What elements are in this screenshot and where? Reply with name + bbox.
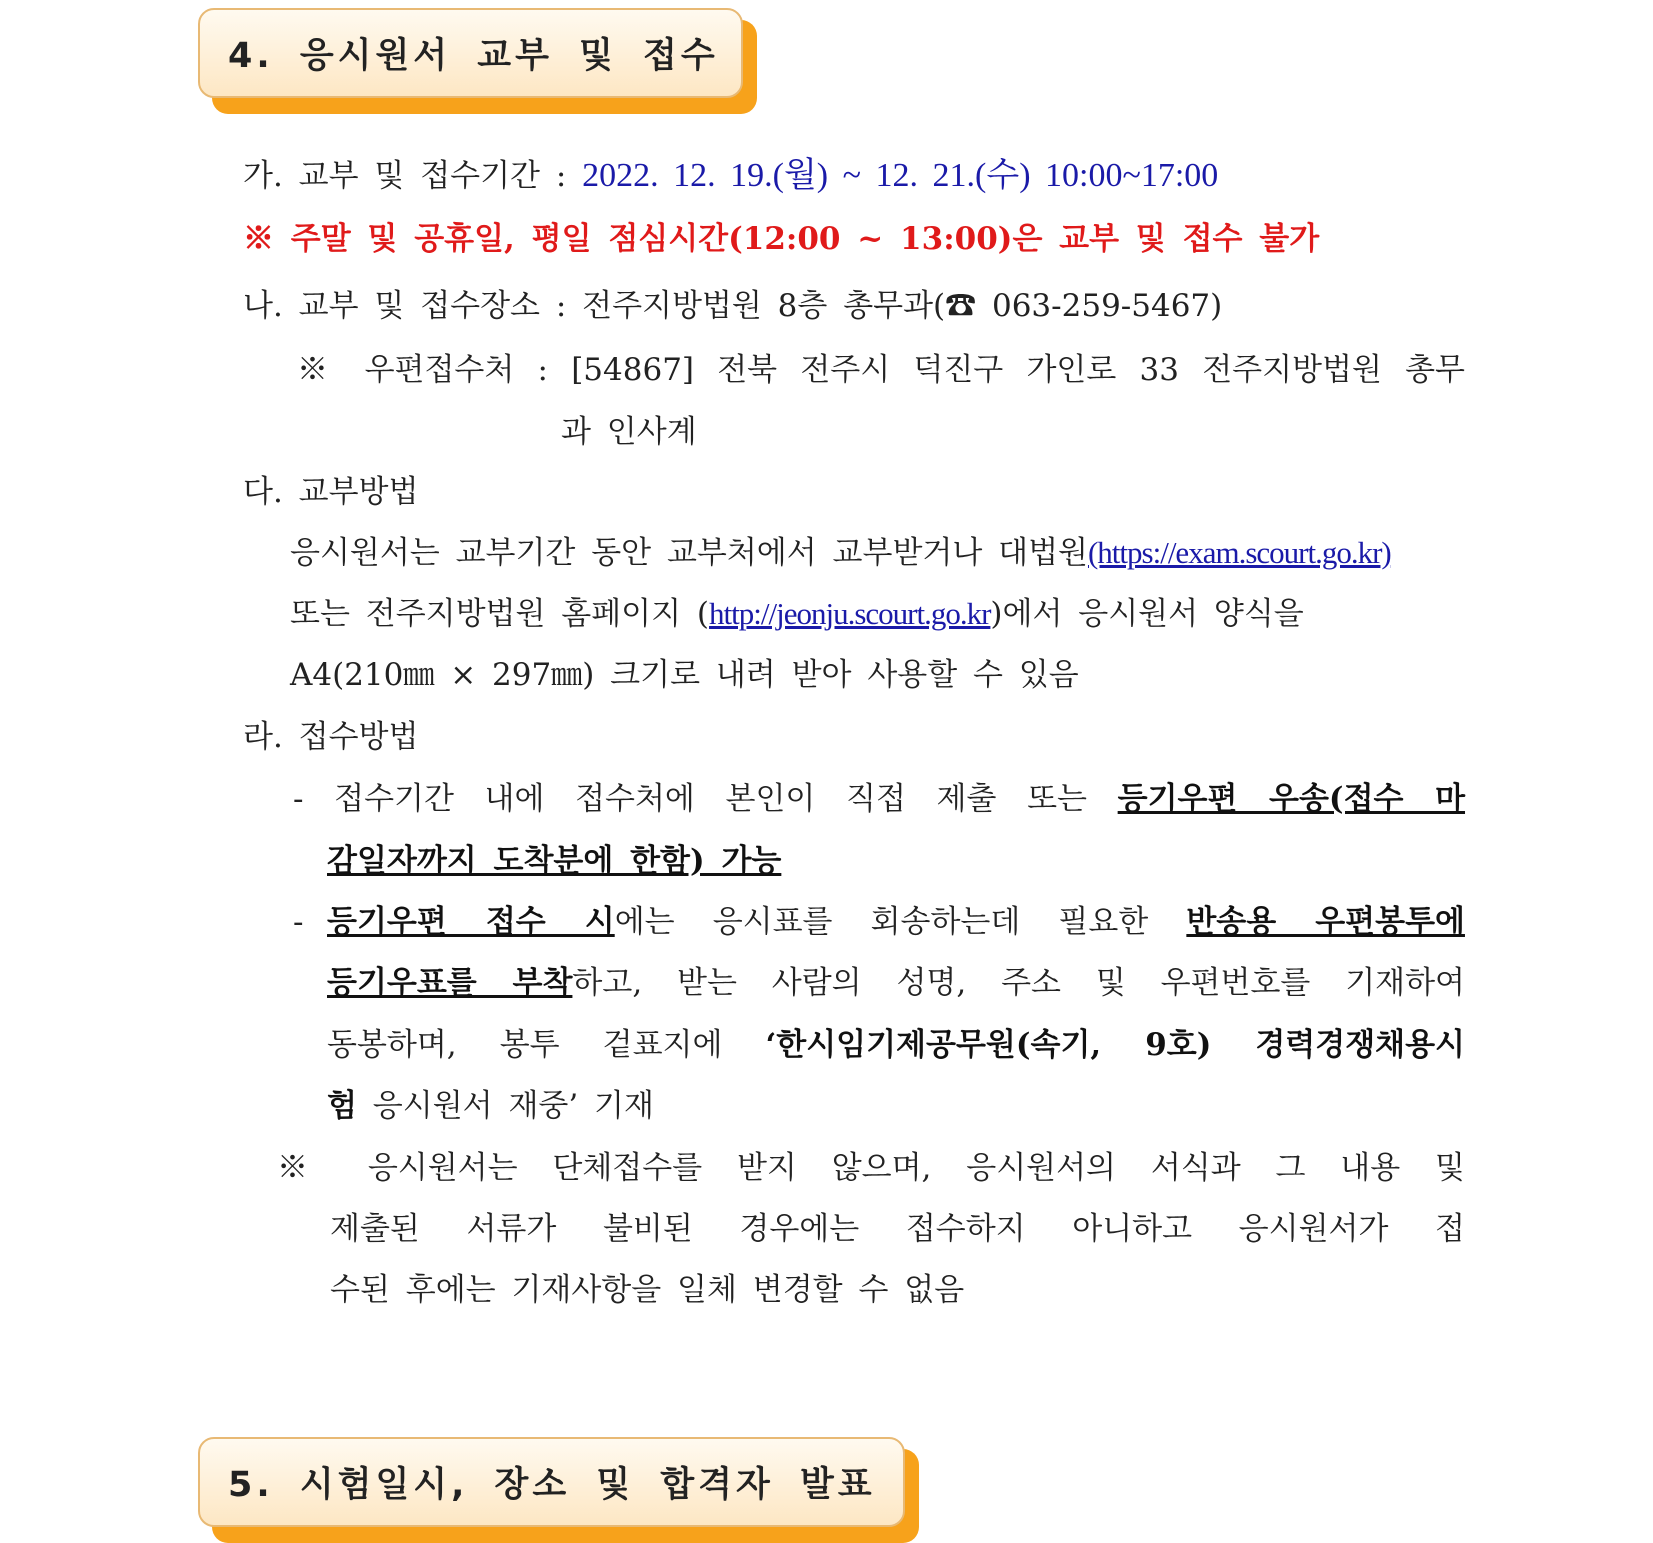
- method-line-2-pre: 또는 전주지방법원 홈페이지 (: [290, 596, 710, 632]
- receipt-item-1-line-2-text: 감일자까지 도착분에 한함) 가능: [327, 843, 782, 879]
- receipt-item-2-line-4-rest: 응시원서 재중’ 기재: [356, 1088, 654, 1124]
- note-line-3: 수된 후에는 기재사항을 일체 변경할 수 없음: [330, 1272, 965, 1308]
- receipt-item-2-line-1: [327, 902, 1465, 942]
- receipt-item-1-bold: 등기우편 우송(접수 마: [1117, 781, 1466, 817]
- note-line-1-text: ※ 응시원서는 단체접수를 받지 않으며, 응시원서의 서식과 그 내용 및: [277, 1150, 1465, 1186]
- method-line-1: [290, 533, 1391, 573]
- period-value: 2022. 12. 19.(월) ~ 12. 21.(수) 10:00~17:00: [582, 157, 1219, 194]
- receipt-item-2-line-3-bold: ‘한시임기제공무원(속기, 9호) 경력경쟁채용시: [765, 1027, 1465, 1063]
- receipt-item-2-line-4: [327, 1086, 654, 1126]
- period-line: [243, 156, 1218, 196]
- receipt-item-2-dash: -: [293, 904, 304, 940]
- receipt-item-2-bold-2: 반송용 우편봉투에: [1186, 904, 1465, 940]
- place-line: 나. 교부 및 접수장소 : 전주지방법원 8층 총무과(☎ 063-259-5467): [243, 288, 1223, 324]
- postal-line-1-text: ※ 우편접수처 : [54867] 전북 전주시 덕진구 가인로 33 전주지방법원 총무: [297, 352, 1465, 388]
- court-exam-link[interactable]: (https://exam.scourt.go.kr): [1087, 535, 1391, 570]
- period-label: 가. 교부 및 접수기간 :: [243, 158, 583, 194]
- period-note: ※ 주말 및 공휴일, 평일 점심시간(12:00 ~ 13:00)은 교부 및 접수 불가: [243, 221, 1320, 257]
- method-line-1-text: 응시원서는 교부기간 동안 교부처에서 교부받거나 대법원: [290, 535, 1088, 571]
- receipt-heading: 라. 접수방법: [243, 719, 419, 755]
- method-line-2: [290, 594, 1304, 634]
- receipt-item-2-line-2-rest: 하고, 받는 사람의 성명, 주소 및 우편번호를 기재하여: [572, 965, 1465, 1001]
- receipt-item-2-bold-1: 등기우편 접수 시: [327, 904, 615, 940]
- postal-line-2: 과 인사계: [561, 414, 697, 450]
- receipt-item-2-line-2: [327, 963, 1465, 1003]
- method-heading: 다. 교부방법: [243, 474, 419, 510]
- jeonju-court-link[interactable]: http://jeonju.scourt.go.kr: [709, 596, 991, 631]
- note-line-2-text: 제출된 서류가 불비된 경우에는 접수하지 아니하고 응시원서가 접: [330, 1211, 1465, 1247]
- receipt-item-1-pre: - 접수기간 내에 접수처에 본인이 직접 제출 또는: [293, 781, 1118, 817]
- receipt-item-2-line-3: [327, 1025, 1465, 1065]
- method-line-3: A4(210㎜ × 297㎜) 크기로 내려 받아 사용할 수 있음: [290, 657, 1079, 693]
- receipt-item-2-line-3-pre: 동봉하며, 봉투 겉표지에: [327, 1027, 766, 1063]
- section-5-title: 5. 시험일시, 장소 및 합격자 발표: [198, 1437, 905, 1527]
- note-line-1: [277, 1148, 1465, 1188]
- receipt-item-1-line-1: [293, 779, 1465, 819]
- section-4-title: 4. 응시원서 교부 및 접수: [198, 8, 743, 98]
- receipt-item-1-line-2: [327, 841, 781, 881]
- method-line-2-post: )에서 응시원서 양식을: [990, 596, 1304, 632]
- postal-line-1: [297, 350, 1465, 390]
- receipt-item-2-line-2-bold: 등기우표를 부착: [327, 965, 573, 1001]
- receipt-item-2-mid: 에는 응시표를 회송하는데 필요한: [614, 904, 1187, 940]
- note-line-2: [330, 1209, 1465, 1249]
- receipt-item-2-line-4-bold: 험: [327, 1088, 357, 1124]
